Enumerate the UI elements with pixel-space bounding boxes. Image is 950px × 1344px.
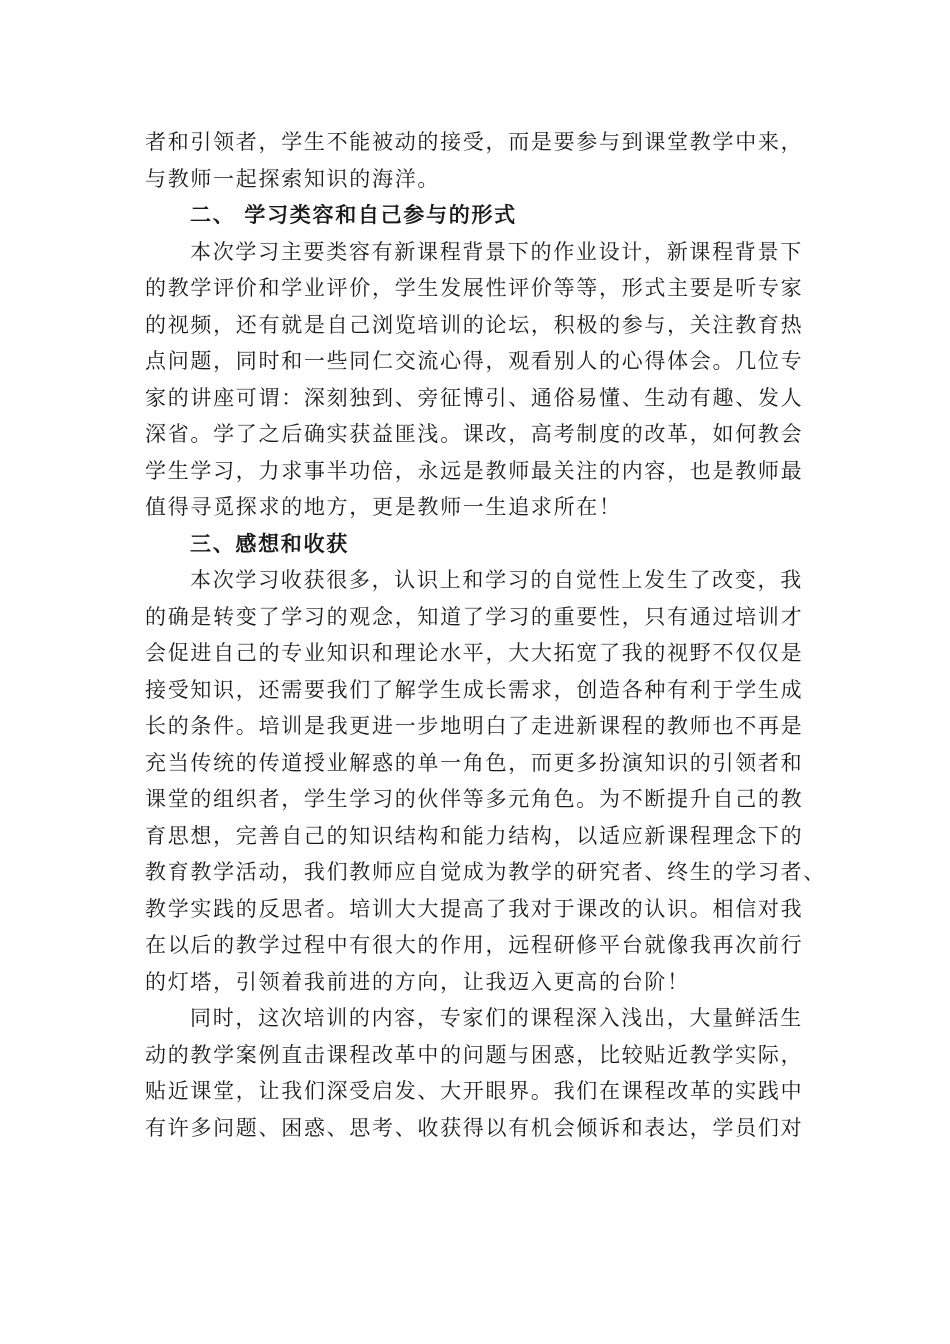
paragraph-line: 学生学习，力求事半功倍，永远是教师最关注的内容，也是教师最 (145, 458, 804, 483)
paragraph-line: 者和引领者，学生不能被动的接受，而是要参与到课堂教学中来， (145, 130, 804, 154)
paragraph-line: 在以后的教学过程中有很大的作用，远程研修平台就像我再次前行 (145, 933, 804, 957)
section-heading: 三、感想和收获 (190, 530, 349, 556)
paragraph-line: 点问题，同时和一些同仁交流心得，观看别人的心得体会。几位专 (145, 349, 804, 373)
paragraph-line: 动的教学案例直击课程改革中的问题与困惑，比较贴近教学实际， (145, 1042, 804, 1067)
paragraph-line: 教学实践的反思者。培训大大提高了我对于课改的认识。相信对我 (145, 896, 804, 921)
paragraph-line: 本次学习主要类容有新课程背景下的作业设计，新课程背景下 (190, 239, 803, 264)
paragraph-line: 接受知识，还需要我们了解学生成长需求，创造各种有利于学生成 (145, 677, 804, 702)
paragraph-line: 充当传统的传道授业解惑的单一角色，而更多扮演知识的引领者和 (145, 750, 804, 775)
paragraph-line: 长的条件。培训是我更进一步地明白了走进新课程的教师也不再是 (145, 714, 804, 738)
section-heading: 二、 学习类容和自己参与的形式 (190, 202, 517, 227)
paragraph-line: 课堂的组织者，学生学习的伙伴等多元角色。为不断提升自己的教 (145, 787, 804, 811)
paragraph-line: 有许多问题、困惑、思考、收获得以有机会倾诉和表达，学员们对 (145, 1115, 804, 1140)
paragraph-line: 会促进自己的专业知识和理论水平，大大拓宽了我的视野不仅仅是 (145, 641, 804, 665)
paragraph-line: 深省。学了之后确实获益匪浅。课改，高考制度的改革，如何教会 (145, 422, 804, 446)
paragraph-line: 的教学评价和学业评价，学生发展性评价等等，形式主要是听专家 (145, 276, 804, 300)
paragraph-line: 同时，这次培训的内容，专家们的课程深入浅出，大量鲜活生 (190, 1006, 803, 1030)
paragraph-line: 值得寻觅探求的地方，更是教师一生追求所在！ (145, 495, 622, 519)
paragraph-line: 的视频，还有就是自己浏览培训的论坛，积极的参与，关注教育热 (145, 312, 804, 337)
paragraph-line: 本次学习收获很多，认识上和学习的自觉性上发生了改变，我 (190, 568, 803, 592)
document-body (145, 124, 826, 1146)
paragraph-line: 的确是转变了学习的观念，知道了学习的重要性，只有通过培训才 (145, 604, 804, 629)
paragraph-line: 贴近课堂，让我们深受启发、大开眼界。我们在课程改革的实践中 (145, 1079, 804, 1103)
paragraph-line: 家的讲座可谓：深刻独到、旁征博引、通俗易懂、生动有趣、发人 (145, 385, 804, 410)
paragraph-line: 与教师一起探索知识的海洋。 (145, 166, 441, 191)
paragraph-line: 育思想，完善自己的知识结构和能力结构，以适应新课程理念下的 (145, 823, 804, 848)
paragraph-line: 的灯塔，引领着我前进的方向，让我迈入更高的台阶！ (145, 969, 690, 994)
paragraph-line: 教育教学活动，我们教师应自觉成为教学的研究者、终生的学习者、 (145, 860, 826, 884)
